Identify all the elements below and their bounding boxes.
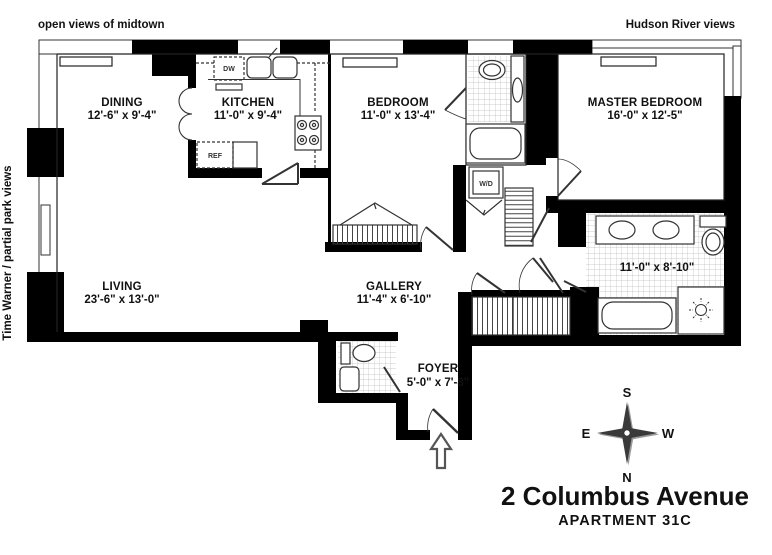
kitchen-shelf xyxy=(216,84,242,90)
bath1-sink xyxy=(513,78,523,102)
bedroom-dims: 11'-0" x 13'-4" xyxy=(360,110,436,122)
master-bedroom-door xyxy=(558,171,581,196)
master-bedroom-outline xyxy=(558,54,724,200)
view-label-time-warner: Time Warner / partial park views xyxy=(2,165,14,341)
linen-closet xyxy=(505,188,533,246)
powder-toilet-tank xyxy=(341,343,350,364)
master-bedroom-window-sill xyxy=(601,57,656,66)
gallery-label: GALLERY xyxy=(366,281,422,293)
apartment-subtitle: APARTMENT 31C xyxy=(558,513,692,529)
kitchen-door xyxy=(262,163,298,184)
dining-dims: 12'-6" x 9'-4" xyxy=(87,110,157,122)
stove xyxy=(295,116,321,150)
kitchen-cabinet xyxy=(233,142,257,168)
compass-rose xyxy=(597,402,660,466)
bedroom-door xyxy=(426,227,453,250)
linen-closet-door xyxy=(531,208,549,242)
living-window-pane xyxy=(41,205,50,255)
compass-east-label: E xyxy=(581,426,591,441)
utility-closets xyxy=(466,167,549,246)
dishwasher-label: DW xyxy=(223,66,235,73)
kitchen-sink-left xyxy=(247,57,271,78)
gallery-dims: 11'-4" x 6'-10" xyxy=(356,294,432,306)
master-bath-sink-left xyxy=(609,221,635,239)
gallery-closet-right-door xyxy=(540,258,563,293)
bedroom-closet-group xyxy=(333,203,453,250)
foyer-dims: 5'-0" x 7'-8" xyxy=(406,377,470,389)
bedroom-closet xyxy=(333,225,417,244)
kitchen-label: KITCHEN xyxy=(221,97,275,109)
kitchen-sink-right xyxy=(273,57,297,78)
living-dims: 23'-6" x 13'-0" xyxy=(84,294,160,306)
gallery-closet-right xyxy=(513,297,570,335)
dining-label: DINING xyxy=(101,97,143,109)
building-title: 2 Columbus Avenue xyxy=(500,481,750,511)
foyer-label: FOYER xyxy=(417,363,459,375)
kitchen-dims: 11'-0" x 9'-4" xyxy=(213,110,283,122)
dining-kitchen-doors xyxy=(179,88,192,140)
gallery-closets xyxy=(472,258,586,335)
master-bath-dims: 11'-0" x 8'-10" xyxy=(619,262,695,274)
powder-sink xyxy=(340,367,359,391)
bath1-door xyxy=(445,88,466,110)
powder-toilet xyxy=(353,345,375,362)
view-label-hudson: Hudson River views xyxy=(625,19,735,31)
master-bedroom-top-window-band xyxy=(592,40,741,48)
master-bedroom-door-group xyxy=(558,159,581,196)
bedroom-label: BEDROOM xyxy=(367,97,429,109)
master-bath-sink-right xyxy=(653,221,679,239)
compass-south-label: S xyxy=(622,385,632,400)
refrigerator-label: REF xyxy=(208,153,222,160)
master-bedroom-right-window-band xyxy=(733,46,741,98)
master-bath-toilet-tank xyxy=(700,216,726,227)
gallery-closet-left xyxy=(472,297,513,335)
bedroom-closet-doors xyxy=(340,203,412,225)
master-bedroom-label: MASTER BEDROOM xyxy=(587,97,703,109)
view-label-midtown: open views of midtown xyxy=(38,19,165,31)
entry-door xyxy=(433,409,458,433)
entry-arrow-icon xyxy=(431,434,451,468)
compass-center xyxy=(624,430,630,436)
bedroom-window-sill xyxy=(343,58,397,67)
dining-window-sill xyxy=(60,57,112,66)
compass-west-label: W xyxy=(661,426,675,441)
washer-dryer-label: W/D xyxy=(479,181,493,188)
washer-dryer-bifold-doors xyxy=(466,200,502,215)
living-label: LIVING xyxy=(102,281,142,293)
master-bedroom-dims: 16'-0" x 12'-5" xyxy=(607,110,683,122)
compass-north-label: N xyxy=(622,470,632,485)
entry-group xyxy=(428,409,458,468)
